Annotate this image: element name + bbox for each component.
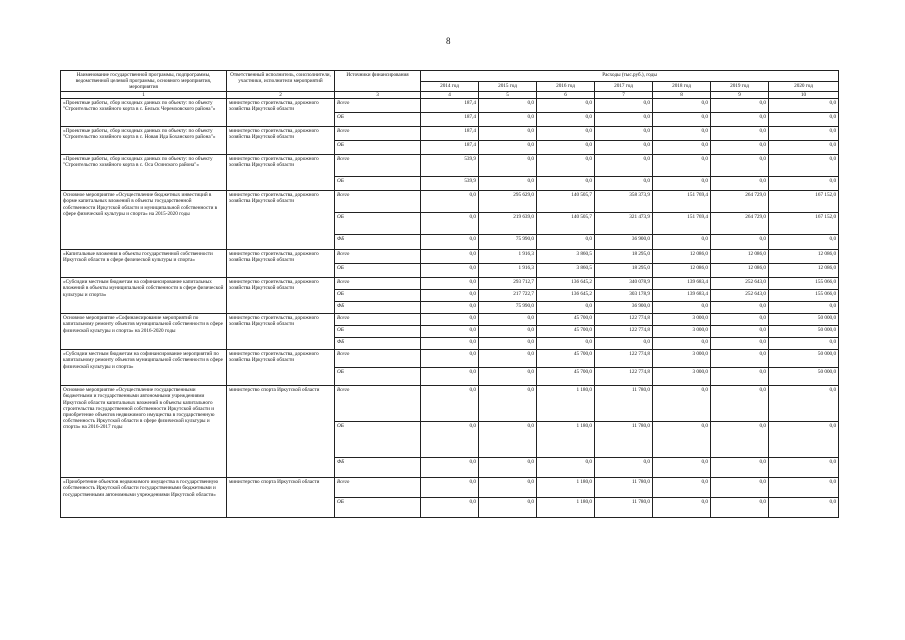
- row-value: 0,0: [711, 314, 769, 326]
- row-value: 0,0: [711, 177, 769, 191]
- table-row: [61, 386, 839, 422]
- row-value: 0,0: [711, 350, 769, 368]
- column-number: 4: [421, 92, 479, 99]
- row-value: 0,0: [769, 113, 839, 127]
- row-name: «Проектные работы, сбор исходных данных по объекту: по объекту "Строительство хозяйного корта в с. Новая Ида Боханского района"»: [61, 127, 227, 155]
- row-name: «Приобретение объектов недвижимого имущества в государственную собственность Иркутской области государственными бюджетными и государственными автономными учреждениями Иркутской области»: [61, 478, 227, 518]
- row-source: Всего: [335, 127, 421, 141]
- year-header: 2017 год: [595, 81, 653, 92]
- row-value: 3 000,0: [653, 368, 711, 386]
- row-value: 0,0: [711, 498, 769, 518]
- row-value: 0,0: [769, 478, 839, 498]
- row-name: Основное мероприятие «Осуществление бюджетных инвестиций в форме капитальных вложений в объекты государственной собственности Иркутской области и муниципальной собственности в сфере физической культуры и спорта» на 2015-2020 годы: [61, 191, 227, 250]
- row-source: ФБ: [335, 235, 421, 250]
- row-value: 0,0: [421, 264, 479, 278]
- year-header: 2014 год: [421, 81, 479, 92]
- row-value: 0,0: [653, 478, 711, 498]
- row-value: 0,0: [479, 422, 537, 458]
- row-value: 0,0: [421, 386, 479, 422]
- row-value: 12 086,0: [711, 250, 769, 264]
- column-number: 2: [227, 92, 335, 99]
- row-value: 0,0: [479, 141, 537, 155]
- row-value: 0,0: [421, 458, 479, 478]
- row-value: 0,0: [421, 326, 479, 338]
- row-executor: министерство строительства, дорожного хозяйства Иркутской области: [227, 127, 335, 155]
- row-value: 0,0: [711, 302, 769, 314]
- row-value: 0,0: [711, 386, 769, 422]
- row-value: 122 774,8: [595, 368, 653, 386]
- row-value: 0,0: [421, 314, 479, 326]
- row-value: 264 729,0: [711, 191, 769, 213]
- row-source: ФБ: [335, 458, 421, 478]
- row-value: 0,0: [479, 368, 537, 386]
- row-executor: министерство спорта Иркутской области: [227, 386, 335, 478]
- row-value: 0,0: [421, 338, 479, 350]
- row-value: 0,0: [711, 422, 769, 458]
- row-value: 45 700,0: [537, 326, 595, 338]
- row-value: 293 712,7: [479, 278, 537, 290]
- row-value: 0,0: [769, 235, 839, 250]
- row-source: Всего: [335, 386, 421, 422]
- row-value: 0,0: [479, 177, 537, 191]
- row-value: 0,0: [769, 338, 839, 350]
- row-value: 0,0: [421, 350, 479, 368]
- row-value: 0,0: [479, 498, 537, 518]
- row-name: «Проектные работы, сбор исходных данных по объекту: по объекту "Строительство хозяйного корта в с. Оса Осинского района"»: [61, 155, 227, 191]
- row-value: 1 180,0: [537, 422, 595, 458]
- row-value: 0,0: [769, 141, 839, 155]
- row-value: 539,9: [421, 155, 479, 177]
- row-value: 3 000,0: [653, 326, 711, 338]
- row-value: 0,0: [595, 113, 653, 127]
- row-value: 0,0: [479, 99, 537, 113]
- header-executor: Ответственный исполнитель, соисполнители, участники, исполнители мероприятий: [227, 71, 335, 92]
- row-executor: министерство строительства, дорожного хозяйства Иркутской области: [227, 314, 335, 350]
- column-number: 1: [61, 92, 227, 99]
- row-value: 0,0: [595, 155, 653, 177]
- row-value: 0,0: [769, 127, 839, 141]
- row-value: 358 373,9: [595, 191, 653, 213]
- row-source: ОБ: [335, 213, 421, 235]
- row-value: 0,0: [653, 99, 711, 113]
- row-value: 0,0: [711, 458, 769, 478]
- row-value: 0,0: [479, 326, 537, 338]
- year-header: 2015 год: [479, 81, 537, 92]
- header-source: Источники финансирования: [335, 71, 421, 92]
- row-value: 0,0: [769, 422, 839, 458]
- row-source: ФБ: [335, 338, 421, 350]
- row-source: ОБ: [335, 422, 421, 458]
- column-number: 9: [711, 92, 769, 99]
- row-value: 0,0: [769, 498, 839, 518]
- row-value: 122 774,8: [595, 314, 653, 326]
- row-source: ОБ: [335, 326, 421, 338]
- row-value: 0,0: [537, 99, 595, 113]
- row-value: 187,4: [421, 113, 479, 127]
- column-number-row: [61, 92, 839, 99]
- row-value: 0,0: [769, 99, 839, 113]
- row-value: 167 152,0: [769, 191, 839, 213]
- row-source: Всего: [335, 191, 421, 213]
- row-executor: министерство спорта Иркутской области: [227, 478, 335, 518]
- row-value: 0,0: [711, 235, 769, 250]
- table-body: [61, 99, 839, 518]
- row-value: 0,0: [421, 478, 479, 498]
- row-value: 139 683,4: [653, 290, 711, 302]
- row-value: 0,0: [595, 458, 653, 478]
- row-value: 75 990,0: [479, 235, 537, 250]
- row-source: ФБ: [335, 302, 421, 314]
- row-source: ОБ: [335, 177, 421, 191]
- row-name: «Субсидии местным бюджетам на софинансирование мероприятий по капитальному ремонту объектов муниципальной собственности в сфере физической культуры и спорта»: [61, 350, 227, 386]
- row-value: 0,0: [479, 314, 537, 326]
- row-executor: министерство строительства, дорожного хозяйства Иркутской области: [227, 155, 335, 191]
- row-name: «Субсидии местным бюджетам на софинансирование капитальных вложений в объекты муниципальной собственности в сфере физической культуры и спорта»: [61, 278, 227, 314]
- header-name: Наименование государственной программы, подпрограммы, ведомственной целевой программы, основного мероприятия, мероприятия: [61, 71, 227, 92]
- row-value: 0,0: [769, 458, 839, 478]
- row-value: 0,0: [537, 141, 595, 155]
- row-value: 151 769,4: [653, 191, 711, 213]
- row-value: 0,0: [769, 177, 839, 191]
- row-value: 0,0: [769, 386, 839, 422]
- row-value: 3 860,5: [537, 250, 595, 264]
- table-row: [61, 191, 839, 213]
- row-value: 0,0: [421, 213, 479, 235]
- row-source: Всего: [335, 99, 421, 113]
- row-value: 0,0: [421, 278, 479, 290]
- row-value: 12 086,0: [769, 250, 839, 264]
- row-value: 0,0: [479, 113, 537, 127]
- row-value: 136 645,2: [537, 290, 595, 302]
- row-value: 12 086,0: [769, 264, 839, 278]
- row-value: 45 700,0: [537, 314, 595, 326]
- column-number: 7: [595, 92, 653, 99]
- row-value: 0,0: [537, 458, 595, 478]
- row-source: Всего: [335, 155, 421, 177]
- row-value: 321 473,9: [595, 213, 653, 235]
- row-name: «Капитальные вложения в объекты государственной собственности Иркутской области в сфере физической культуры и спорта»: [61, 250, 227, 278]
- expenses-table: [60, 70, 839, 518]
- row-value: 36 900,0: [595, 235, 653, 250]
- row-value: 50 000,0: [769, 326, 839, 338]
- row-value: 340 078,9: [595, 278, 653, 290]
- table-row: [61, 314, 839, 326]
- row-value: 11 780,0: [595, 478, 653, 498]
- row-value: 0,0: [711, 326, 769, 338]
- row-value: 0,0: [595, 127, 653, 141]
- row-value: 0,0: [537, 113, 595, 127]
- row-value: 252 643,0: [711, 278, 769, 290]
- row-value: 11 780,0: [595, 498, 653, 518]
- row-executor: министерство строительства, дорожного хозяйства Иркутской области: [227, 278, 335, 314]
- row-value: 0,0: [421, 368, 479, 386]
- row-value: 0,0: [711, 141, 769, 155]
- row-value: 122 774,8: [595, 350, 653, 368]
- row-name: Основное мероприятие «Софинансирование мероприятий по капитальному ремонту объектов муниципальной собственности в сфере физической культуры и спорта» на 2016-2020 годы: [61, 314, 227, 350]
- row-value: 0,0: [421, 235, 479, 250]
- row-source: Всего: [335, 350, 421, 368]
- row-value: 139 683,4: [653, 278, 711, 290]
- column-number: 8: [653, 92, 711, 99]
- row-value: 151 769,4: [653, 213, 711, 235]
- row-value: 11 780,0: [595, 422, 653, 458]
- row-value: 0,0: [711, 99, 769, 113]
- row-value: 295 629,0: [479, 191, 537, 213]
- row-value: 136 645,2: [537, 278, 595, 290]
- row-source: ОБ: [335, 264, 421, 278]
- column-number: 3: [335, 92, 421, 99]
- page-number: 8: [446, 36, 451, 46]
- row-value: 3 000,0: [653, 350, 711, 368]
- row-value: 0,0: [711, 368, 769, 386]
- row-value: 0,0: [711, 155, 769, 177]
- row-value: 0,0: [653, 127, 711, 141]
- row-source: ОБ: [335, 141, 421, 155]
- row-value: 167 152,0: [769, 213, 839, 235]
- row-value: 45 700,0: [537, 368, 595, 386]
- year-header: 2019 год: [711, 81, 769, 92]
- row-value: 0,0: [421, 290, 479, 302]
- row-value: 187,4: [421, 99, 479, 113]
- row-source: ОБ: [335, 498, 421, 518]
- row-value: 0,0: [595, 338, 653, 350]
- row-value: 219 639,0: [479, 213, 537, 235]
- row-value: 0,0: [653, 498, 711, 518]
- row-value: 1 180,0: [537, 498, 595, 518]
- row-value: 0,0: [537, 235, 595, 250]
- row-value: 0,0: [421, 422, 479, 458]
- column-number: 10: [769, 92, 839, 99]
- row-value: 36 900,0: [595, 302, 653, 314]
- row-value: 0,0: [653, 235, 711, 250]
- row-value: 0,0: [653, 302, 711, 314]
- row-value: 18 295,0: [595, 264, 653, 278]
- column-number: 6: [537, 92, 595, 99]
- row-value: 0,0: [479, 155, 537, 177]
- row-value: 155 066,0: [769, 278, 839, 290]
- row-value: 0,0: [653, 386, 711, 422]
- row-value: 0,0: [421, 302, 479, 314]
- row-executor: министерство строительства, дорожного хозяйства Иркутской области: [227, 191, 335, 250]
- row-executor: министерство строительства, дорожного хозяйства Иркутской области: [227, 350, 335, 386]
- row-value: 0,0: [653, 113, 711, 127]
- row-executor: министерство строительства, дорожного хозяйства Иркутской области: [227, 250, 335, 278]
- row-value: 1 180,0: [537, 478, 595, 498]
- row-value: 12 086,0: [711, 264, 769, 278]
- row-value: 0,0: [479, 386, 537, 422]
- row-value: 0,0: [537, 177, 595, 191]
- row-value: 0,0: [711, 113, 769, 127]
- row-executor: министерство строительства, дорожного хозяйства Иркутской области: [227, 99, 335, 127]
- row-value: 1 180,0: [537, 386, 595, 422]
- row-value: 11 780,0: [595, 386, 653, 422]
- row-value: 187,4: [421, 141, 479, 155]
- row-value: 0,0: [653, 422, 711, 458]
- table-row: [61, 350, 839, 368]
- row-value: 1 916,3: [479, 250, 537, 264]
- row-value: 0,0: [479, 458, 537, 478]
- table-row: [61, 250, 839, 264]
- row-value: 3 860,5: [537, 264, 595, 278]
- row-value: 0,0: [421, 498, 479, 518]
- row-source: ОБ: [335, 290, 421, 302]
- row-value: 187,4: [421, 127, 479, 141]
- row-value: 140 505,7: [537, 191, 595, 213]
- row-value: 50 000,0: [769, 368, 839, 386]
- row-value: 50 000,0: [769, 314, 839, 326]
- row-value: 12 086,0: [653, 250, 711, 264]
- row-value: 45 700,0: [537, 350, 595, 368]
- row-value: 0,0: [537, 302, 595, 314]
- row-value: 12 086,0: [653, 264, 711, 278]
- row-value: 122 774,8: [595, 326, 653, 338]
- row-value: 0,0: [653, 177, 711, 191]
- row-value: 0,0: [421, 250, 479, 264]
- row-value: 0,0: [653, 141, 711, 155]
- row-value: 0,0: [537, 338, 595, 350]
- row-value: 0,0: [421, 191, 479, 213]
- row-value: 303 178,9: [595, 290, 653, 302]
- row-value: 0,0: [479, 127, 537, 141]
- table-row: [61, 478, 839, 498]
- row-value: 252 643,0: [711, 290, 769, 302]
- row-value: 0,0: [479, 350, 537, 368]
- year-header: 2016 год: [537, 81, 595, 92]
- row-source: ОБ: [335, 113, 421, 127]
- table-row: [61, 155, 839, 177]
- row-value: 0,0: [595, 99, 653, 113]
- row-value: 0,0: [769, 302, 839, 314]
- row-value: 0,0: [653, 458, 711, 478]
- table-row: [61, 127, 839, 141]
- row-value: 0,0: [711, 478, 769, 498]
- row-value: 0,0: [595, 141, 653, 155]
- row-source: Всего: [335, 314, 421, 326]
- row-value: 0,0: [479, 338, 537, 350]
- row-value: 0,0: [479, 478, 537, 498]
- column-number: 5: [479, 92, 537, 99]
- row-value: 264 729,0: [711, 213, 769, 235]
- row-name: «Проектные работы, сбор исходных данных по объекту: по объекту "Строительство хозяйного корта в с. Бельск Черемховского района"»: [61, 99, 227, 127]
- table-row: [61, 278, 839, 290]
- row-source: Всего: [335, 478, 421, 498]
- row-value: 3 000,0: [653, 314, 711, 326]
- row-value: 18 295,0: [595, 250, 653, 264]
- row-source: ОБ: [335, 368, 421, 386]
- row-value: 1 916,3: [479, 264, 537, 278]
- row-value: 539,9: [421, 177, 479, 191]
- row-value: 0,0: [711, 127, 769, 141]
- row-value: 0,0: [711, 338, 769, 350]
- row-value: 217 722,7: [479, 290, 537, 302]
- header-expenses: Расходы (тыс.руб.), годы: [421, 71, 839, 82]
- row-value: 0,0: [595, 177, 653, 191]
- row-value: 75 990,0: [479, 302, 537, 314]
- row-source: Всего: [335, 278, 421, 290]
- row-value: 155 066,0: [769, 290, 839, 302]
- row-source: Всего: [335, 250, 421, 264]
- row-value: 140 505,7: [537, 213, 595, 235]
- row-value: 0,0: [537, 155, 595, 177]
- row-value: 0,0: [653, 155, 711, 177]
- row-name: Основное мероприятие «Осуществление государственными бюджетными и государственными автономными учреждениями Иркутской области капитальных вложений в объекты капитального строительства государственной собственности Иркутской области и приобретение объектов недвижимого имущества в государственную собственность Иркутской области в сфере физической культуры и спорта» на 2016-2017 годы: [61, 386, 227, 478]
- row-value: 50 000,0: [769, 350, 839, 368]
- row-value: 0,0: [537, 127, 595, 141]
- year-header: 2020 год: [769, 81, 839, 92]
- table-row: [61, 99, 839, 113]
- row-value: 0,0: [653, 338, 711, 350]
- row-value: 0,0: [769, 155, 839, 177]
- year-header: 2018 год: [653, 81, 711, 92]
